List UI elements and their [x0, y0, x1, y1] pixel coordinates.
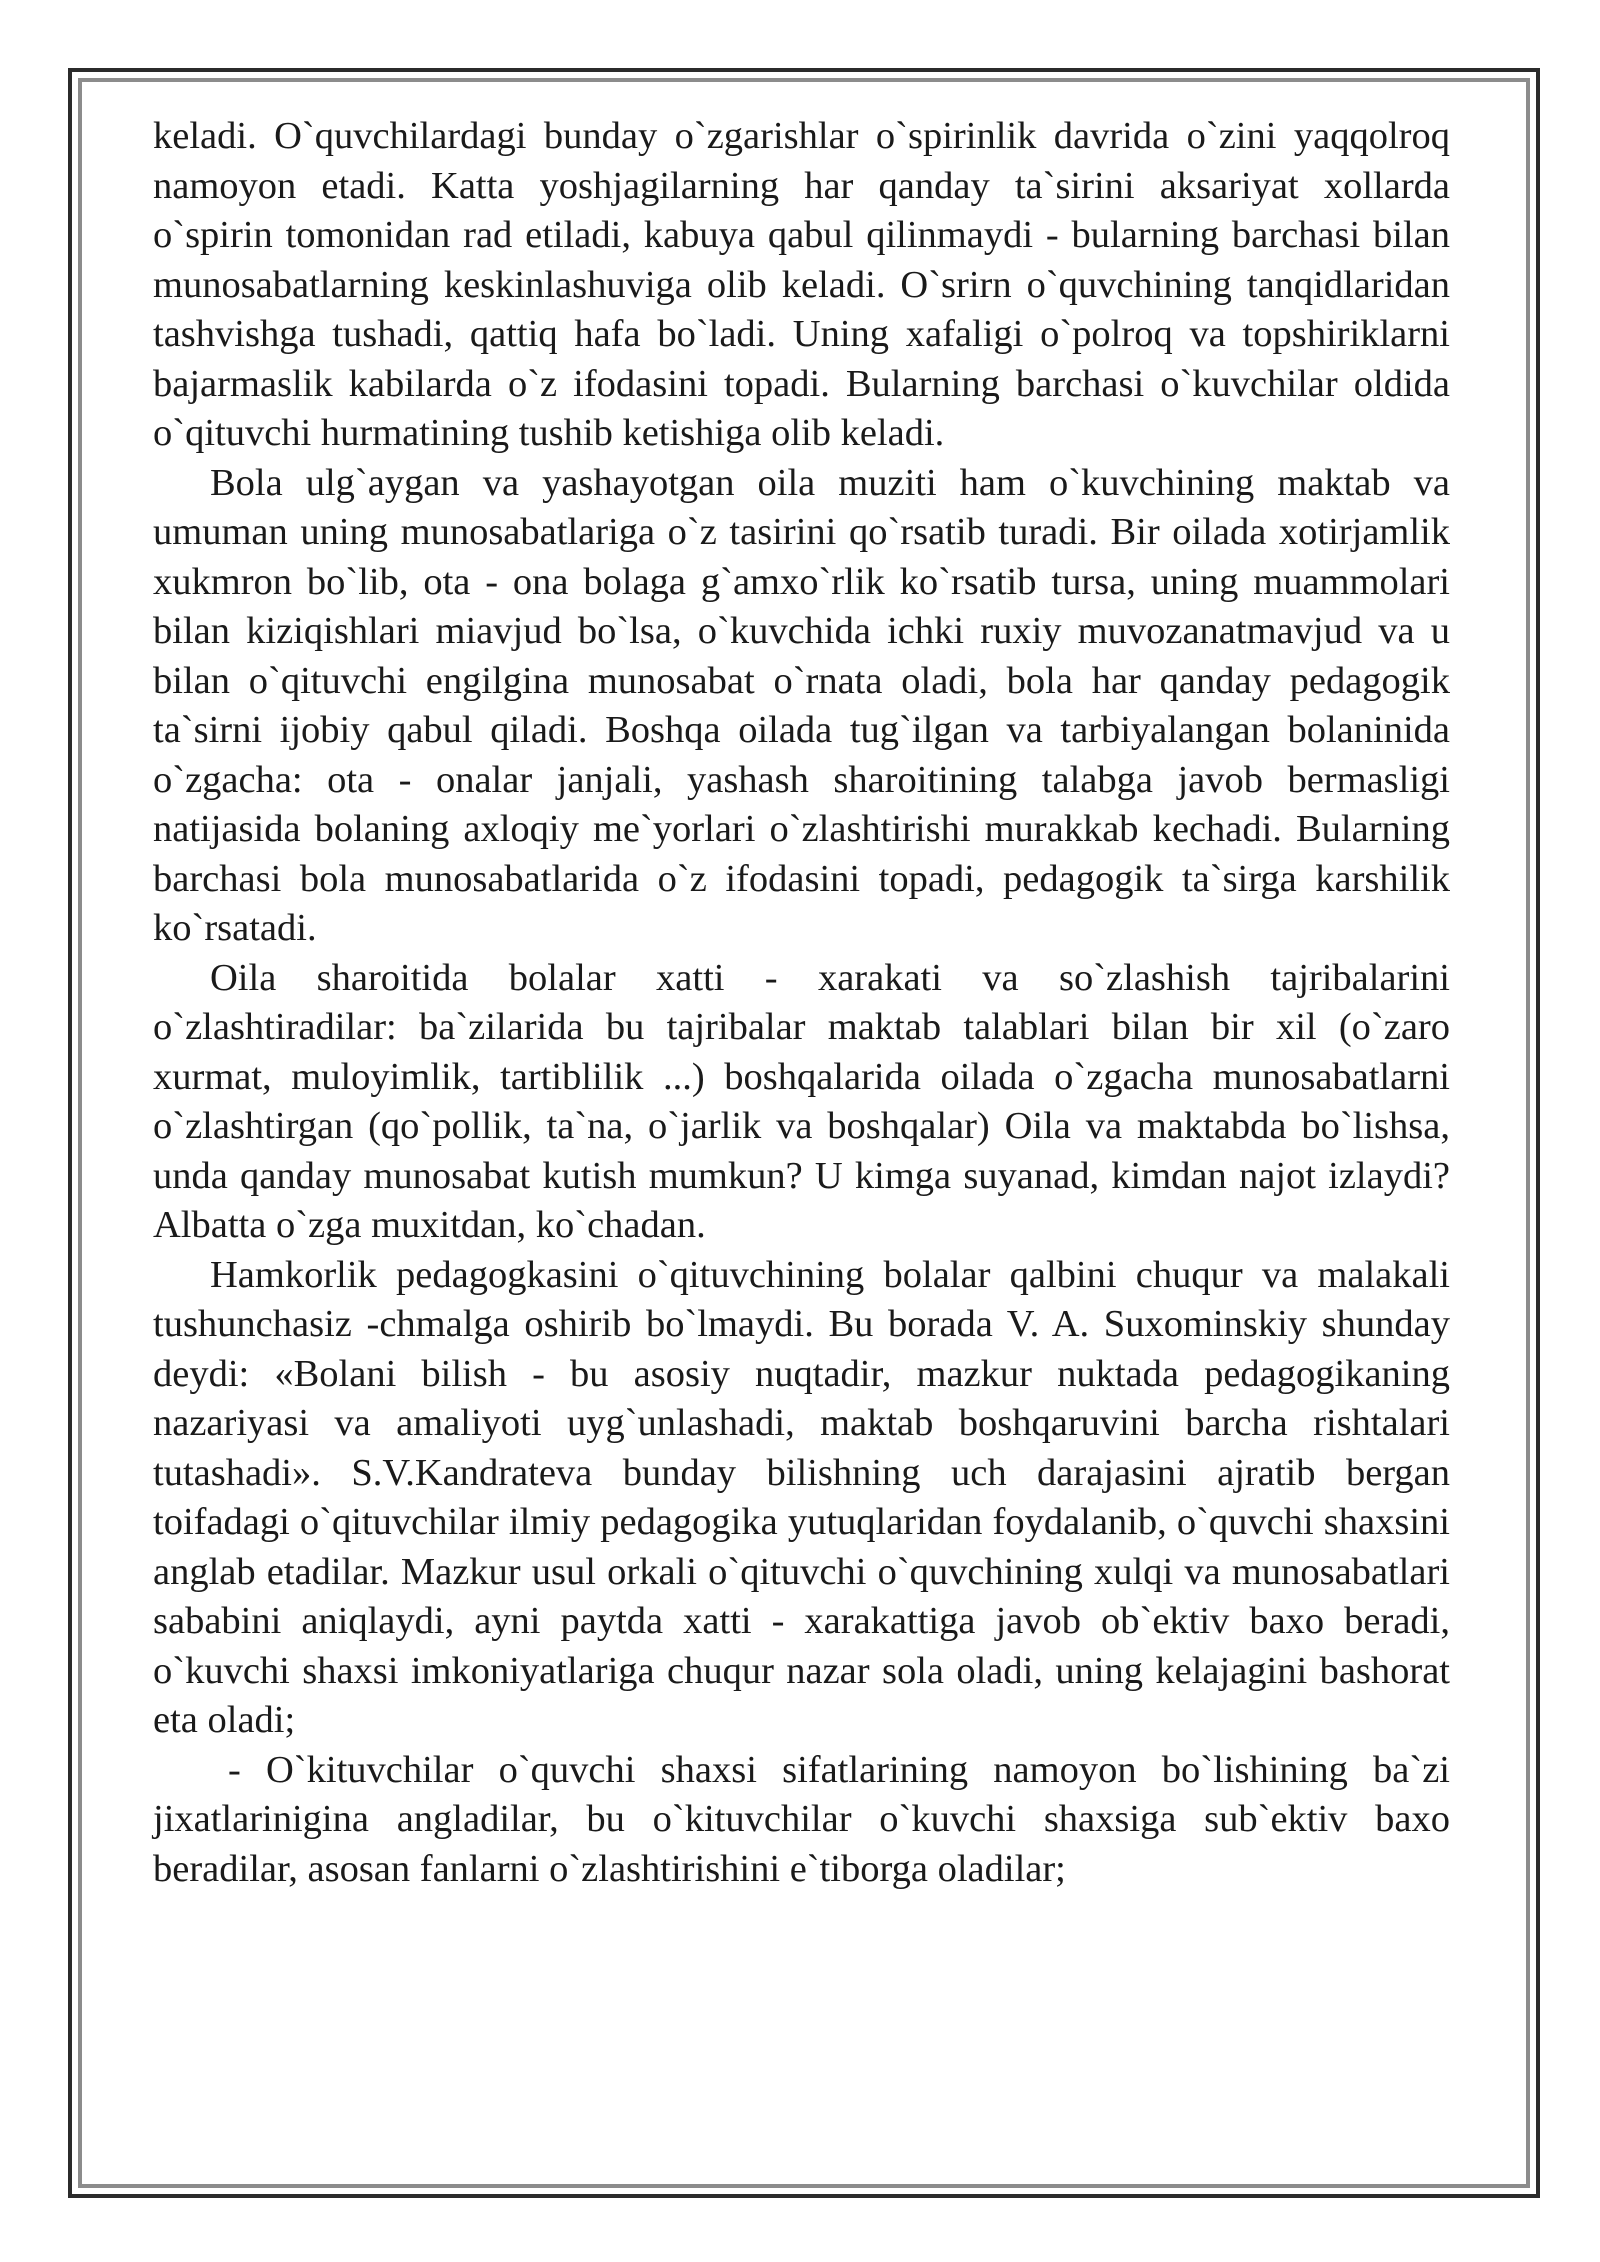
paragraph-3: Oila sharoitida bolalar xatti - xarakati va so`zlashish tajribalarini o`zlashtiradilar: ba`zilarida bu tajribalar maktab talablari bilan bir xil (o`zaro xurmat, muloyimlik, tartiblilik ...) boshqalarida oilada o`zgacha munosabatlarni o`zlashtirgan (qo`pollik, ta`na, o`jarlik va boshqalar) Oila va maktabda bo`lishsa, unda qanday munosabat kutish mumkun? U kimga suyanad, kimdan najot izlaydi? Albatta o`zga muxitdan, ko`chadan. — [153, 956, 1450, 1246]
paragraph-1: keladi. O`quvchilardagi bunday o`zgarishlar o`spirinlik davrida o`zini yaqqolroq namoyon etadi. Katta yoshjagilarning har qanday ta`sirini aksariyat xollarda o`spirin tomonidan rad etiladi, kabuya qabul qilinmaydi - bularning barchasi bilan munosabatlarning keskinlashuviga olib keladi. O`srirn o`quvchining tanqidlaridan tashvishga tushadi, qattiq hafa bo`ladi. Uning xafaligi o`polroq va topshiriklarni bajarmaslik kabilarda o`z ifodasini topadi. Bularning barchasi o`kuvchilar oldida o`qituvchi hurmatining tushib ketishiga olib keladi. — [153, 115, 1450, 454]
paragraph-5-list-item: - O`kituvchilar o`quvchi shaxsi sifatlarining namoyon bo`lishining ba`zi jixatlarinigina angladilar, bu o`kituvchilar o`kuvchi shaxsiga sub`ektiv baxo beradilar, asosan fanlarni o`zlashtirishini e`tiborga oladilar; — [153, 1748, 1450, 1890]
paragraph-2: Bola ulg`aygan va yashayotgan oila muziti ham o`kuvchining maktab va umuman uning munosabatlariga o`z tasirini qo`rsatib turadi. Bir oilada xotirjamlik xukmron bo`lib, ota - ona bolaga g`amxo`rlik ko`rsatib tursa, uning muammolari bilan kiziqishlari miavjud bo`lsa, o`kuvchida ichki ruxiy muvozanatmavjud va u bilan o`qituvchi engilgina munosabat o`rnata oladi, bola har qanday pedagogik ta`sirni ijobiy qabul qiladi. Boshqa oilada tug`ilgan va tarbiyalangan bolaninida o`zgacha: ota - onalar janjali, yashash sharoitining talabga javob bermasligi natijasida bolaning axloqiy me`yorlari o`zlashtirishi murakkab kechadi. Bularning barchasi bola munosabatlarida o`z ifodasini topadi, pedagogik ta`sirga karshilik ko`rsatadi. — [153, 461, 1450, 949]
paragraph-4: Hamkorlik pedagogkasini o`qituvchining bolalar qalbini chuqur va malakali tushunchasiz -chmalga oshirib bo`lmaydi. Bu borada V. A. Suxominskiy shunday deydi: «Bolani bilish - bu asosiy nuqtadir, mazkur nuktada pedagogikaning nazariyasi va amaliyoti uyg`unlashadi, maktab boshqaruvini barcha rishtalari tutashadi». S.V.Kandrateva bunday bilishning uch darajasini ajratib bergan toifadagi o`qituvchilar ilmiy pedagogika yutuqlaridan foydalanib, o`quvchi shaxsini anglab etadilar. Mazkur usul orkali o`qituvchi o`quvchining xulqi va munosabatlari sababini aniqlaydi, ayni paytda xatti - xarakattiga javob ob`ektiv baxo beradi, o`kuvchi shaxsi imkoniyatlariga chuqur nazar sola oladi, uning kelajagini bashorat eta oladi; — [153, 1253, 1450, 1741]
document-body — [153, 112, 1450, 1894]
